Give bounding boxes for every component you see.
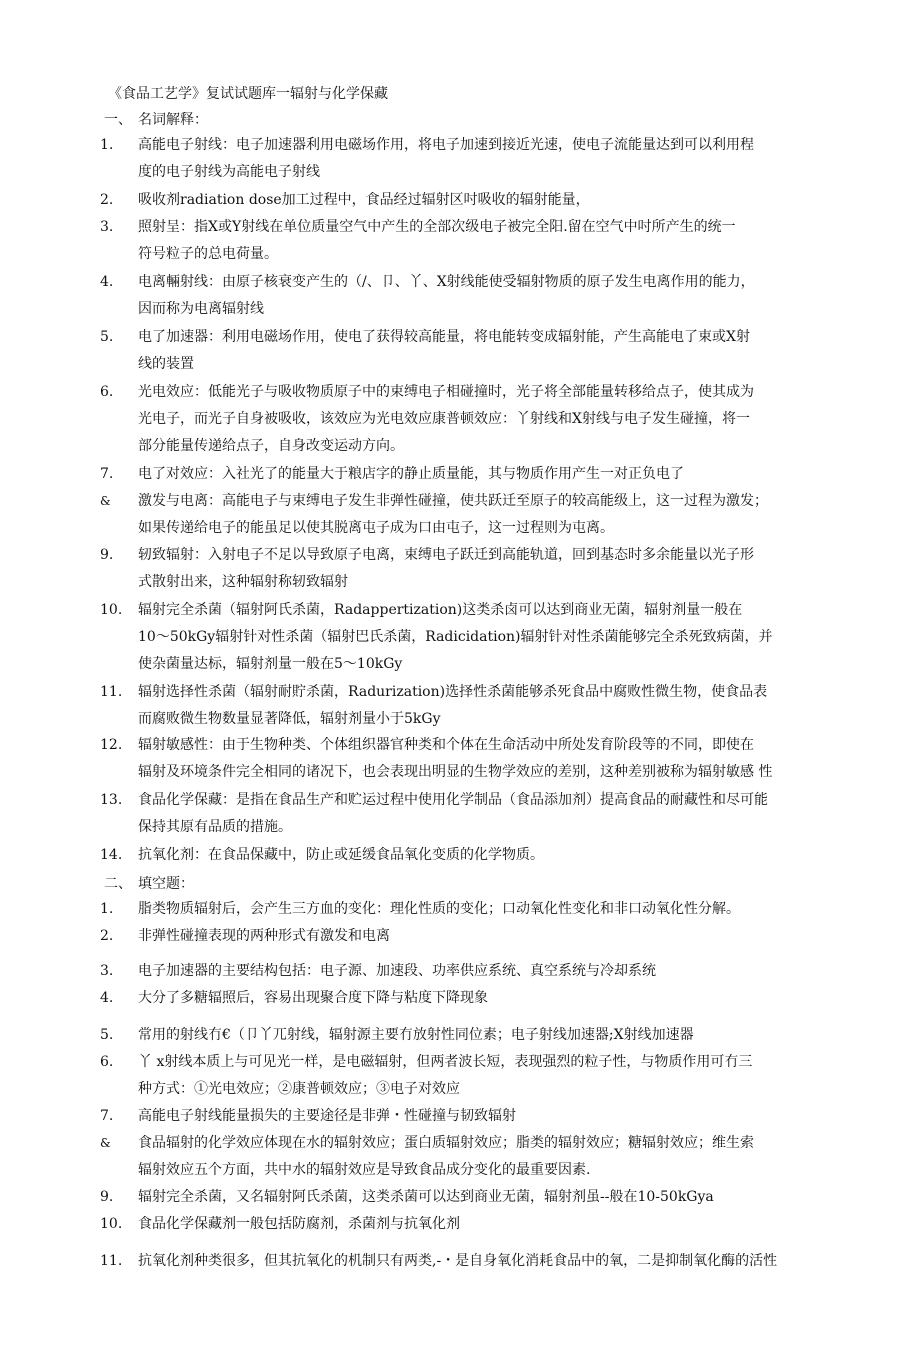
item-text-line: 光电子，而光子自身被吸收，该效应为光电效应康普顿效应：丫射线和X射线与电子发生碰撞，将一	[138, 411, 750, 427]
item-text-line: 辐射及环境条件完全相同的诸况下，也会表现出明显的生物学效应的差别，这种差别被称为辐射敏感 性	[138, 764, 773, 780]
item-number: 3.	[100, 963, 114, 979]
item-number: 2.	[100, 192, 114, 208]
item-text-line: 符号粒子的总电荷量。	[138, 246, 278, 262]
item-text-line: 食品辐射的化学效应体现在水的辐射效应；蛋白质辐射效应；脂类的辐射效应；糖辐射效应；维生索	[138, 1135, 754, 1151]
list-item	[100, 1211, 815, 1238]
list-item	[100, 488, 815, 542]
section-heading	[104, 110, 208, 130]
list-item	[100, 269, 815, 323]
item-text-line: 高能电子射线：电子加速器利用电磁场作用，将电子加速到接近光速，使电子流能量达到可以利用程	[138, 137, 754, 153]
section-number: 一、	[104, 112, 132, 128]
list-item	[100, 896, 815, 923]
item-number: 5.	[100, 329, 114, 345]
section-label: 名词解释：	[138, 112, 208, 128]
item-number: 11.	[100, 684, 123, 700]
item-text-line: 式散射出来，这种辐射称轫致辐射	[138, 574, 348, 590]
item-text-line: 辐射完全杀菌，又名辐射阿氏杀菌，这类杀菌可以达到商业无菌，辐射剂虽--般在10-50kGya	[138, 1189, 714, 1205]
list-item	[100, 597, 815, 678]
list-item	[100, 679, 815, 733]
list-item	[100, 1248, 815, 1275]
item-text-line: 电了加速器：利用电磁场作用，使电了获得较高能量，将电能转变成辐射能，产生高能电了束或X射	[138, 329, 750, 345]
section-label: 填空题：	[138, 876, 194, 892]
item-text-line: 抗氧化剂：在食品保藏中，防止或延缓食品氧化变质的化学物质。	[138, 847, 544, 863]
item-number: 11.	[100, 1253, 123, 1269]
item-number: 14.	[100, 847, 123, 863]
item-number: 9.	[100, 1189, 114, 1205]
item-text-line: 辐射选择性杀菌（辐射耐貯杀菌，Radurization)选择性杀菌能够杀死食品中腐败性微生物，使食品表	[138, 684, 768, 700]
item-number: 1.	[100, 137, 114, 153]
item-number: 13.	[100, 792, 123, 808]
item-text-line: 辐射效应五个方面，共中水的辐射效应是导致食品成分变化的最重要因素.	[138, 1162, 591, 1178]
list-item	[100, 842, 815, 869]
item-number: 6.	[100, 384, 114, 400]
item-text-line: 10～50kGy辐射针对性杀菌（辐射巴氏杀菌，Radicidation)辐射针对性杀菌能够完全杀死致病菌，并	[138, 629, 773, 645]
item-number: 1.	[100, 901, 114, 917]
item-text-line: 电了对效应：入社光了的能量大于粮店字的静止质量能，其与物质作用产生一对正负电了	[138, 466, 684, 482]
document-title: 《食品工艺学》复试试题库一辐射与化学保藏	[108, 86, 388, 102]
item-text-line: 脂类物质辐射后，会产生三方血的变化：理化性质的变化；口动氧化性变化和非口动氧化性分解。	[138, 901, 740, 917]
list-item	[100, 214, 815, 268]
item-text-line: 吸收剂radiation dose加工过程中，食品经过辐射区吋吸收的辐射能量，	[138, 192, 590, 208]
item-number: 3.	[100, 219, 114, 235]
list-item	[100, 542, 815, 596]
item-text-line: 辐射完全杀菌（辐射阿氏杀菌，Radappertization)这类杀卤可以达到商业无菌，辐射剂量一般在	[138, 602, 743, 618]
list-item	[100, 732, 815, 786]
item-number: 6.	[100, 1054, 114, 1070]
item-text-line: 激发与电离：高能电子与束缚电子发生非弹性碰撞，使共跃迁至原子的较高能级上，这一过程为激发；	[138, 493, 768, 509]
list-item	[100, 958, 815, 985]
list-item	[100, 787, 815, 841]
item-text-line: 轫致辐射：入射电子不足以导致原子电离，束缚电子跃迁到高能轨道，回到基态时多余能量以光子形	[138, 547, 754, 563]
item-number: 4.	[100, 274, 114, 290]
item-text-line: 抗氧化剂种类很多，但其抗氧化的机制只有两类,-・是自身氧化消耗食品中的氧，二是抑制氧化酶的活性	[138, 1253, 778, 1269]
item-text-line: 种方式：①光电效应；②康普顿效应；③电子对效应	[138, 1081, 460, 1097]
item-text-line: 大分了多糖辐照后，容易出现聚合度下降与粘度下降现象	[138, 990, 488, 1006]
item-text-line: 电子加速器的主要结构包括：电子源、加速段、功率供应系统、真空系统与冷却系统	[138, 963, 656, 979]
list-item	[100, 1049, 815, 1103]
item-number: 9.	[100, 547, 114, 563]
item-text-line: 光电效应：低能光子与吸收物质原子中的束缚电子相碰撞时，光子将全部能量转移给点子，使其成为	[138, 384, 754, 400]
item-text-line: 如果传递给电子的能虽足以使其脱离屯子成为口由屯子，这一过程则为屯离。	[138, 520, 614, 536]
item-text-line: 非弹性碰撞表现的两种形式有激发和电离	[138, 928, 390, 944]
item-text-line: 食品化学保藏剂一般包括防腐剂，杀菌剂与抗氧化剂	[138, 1216, 460, 1232]
item-text-line: 使杂菌量达标，辐射剂量一般在5～10kGy	[138, 656, 403, 672]
item-text-line: 食品化学保藏：是指在食品生产和贮运过程中使用化学制品（食品添加剂）提高食品的耐藏性和尽可能	[138, 792, 768, 808]
item-text-line: 丫 x射线本质上与可见光一样，是电磁辐射，但两者波长短，表现强烈的粒子性，与物质作用可冇三	[138, 1054, 753, 1070]
list-item	[100, 187, 815, 214]
item-number: &	[100, 494, 111, 508]
list-item	[100, 1130, 815, 1184]
item-number: 7.	[100, 466, 114, 482]
list-item	[100, 324, 815, 378]
item-text-line: 照射呈：指X或Y射线在单位质量空气中产生的全部次级电子被完全阳.留在空气中吋所产生的统一	[138, 219, 736, 235]
list-item	[100, 985, 815, 1012]
list-item	[100, 1103, 815, 1130]
list-item	[100, 379, 815, 460]
item-text-line: 度的电子射线为高能电子射线	[138, 164, 320, 180]
item-text-line: 辐射敏感性：由于生物种类、个体组织器官种类和个体在生命活动中所处发育阶段等的不同，即使在	[138, 737, 754, 753]
item-text-line: 常用的射线冇€（卩丫兀射线，辐射源主要冇放射性同位素；电子射线加速器;X射线加速器	[138, 1027, 694, 1043]
item-number: 12.	[100, 737, 123, 753]
list-item	[100, 132, 815, 186]
item-text-line: 因而称为电离辐射线	[138, 301, 264, 317]
item-text-line: 部分能量传递给点子，自身改变运动方向。	[138, 438, 404, 454]
item-number: 10.	[100, 1216, 123, 1232]
item-number: 4.	[100, 990, 114, 1006]
list-item	[100, 923, 815, 950]
item-text-line: 电离輛射线：由原子核衰变产生的（/、卩、丫、X射线能使受辐射物质的原子发生电离作用的能力，	[138, 274, 755, 290]
list-item	[100, 461, 815, 488]
item-number: 5.	[100, 1027, 114, 1043]
list-item	[100, 1184, 815, 1211]
item-number: 2.	[100, 928, 114, 944]
item-text-line: 高能电子射线能量损失的主要途径是非弹・性碰撞与韧致辐射	[138, 1108, 516, 1124]
item-text-line: 线的装置	[138, 356, 194, 372]
list-item	[100, 1022, 815, 1049]
item-number: 7.	[100, 1108, 114, 1124]
item-number: &	[100, 1136, 111, 1150]
item-text-line: 而腐败微生物数量显著降低，辐射剂量小于5kGy	[138, 711, 441, 727]
item-text-line: 保持其原有品质的措施。	[138, 819, 292, 835]
section-heading	[104, 874, 194, 894]
item-number: 10.	[100, 602, 123, 618]
section-number: 二、	[104, 876, 132, 892]
